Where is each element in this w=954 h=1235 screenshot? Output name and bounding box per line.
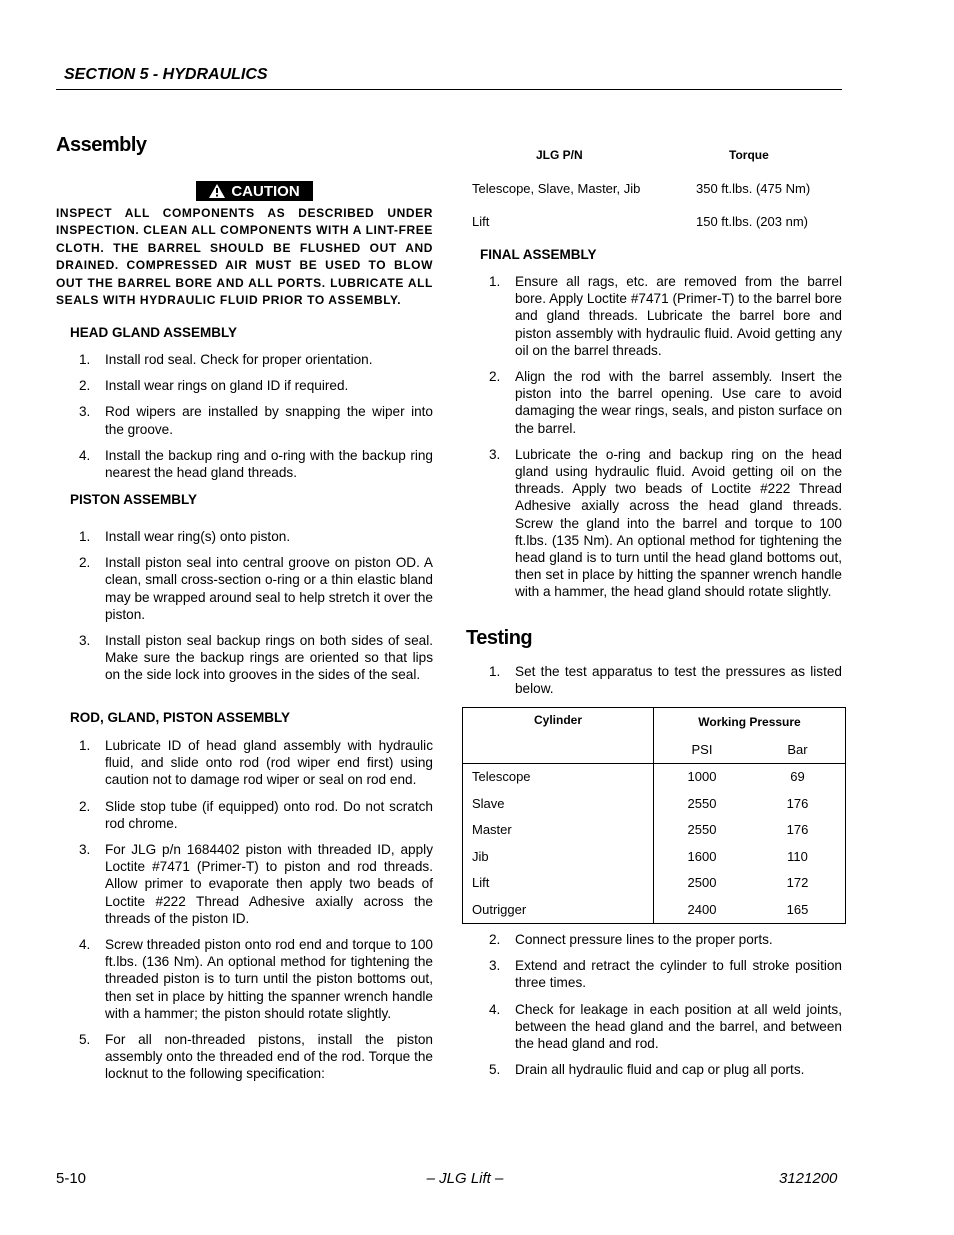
list-item: 1. Install wear ring(s) onto piston.	[79, 529, 291, 544]
header-psi: PSI	[654, 736, 751, 764]
assembly-title: Assembly	[56, 134, 147, 156]
list-item: 2. Slide stop tube (if equipped) onto rod. Do not scratch rod chrome.	[79, 798, 433, 831]
torque-row-1-pn: Telescope, Slave, Master, Jib	[472, 181, 641, 196]
header-cylinder: Cylinder	[533, 713, 582, 727]
rod-gland-piston-title: ROD, GLAND, PISTON ASSEMBLY	[70, 710, 291, 725]
table-row: Slave 2550 176	[463, 790, 846, 817]
torque-row-2-pn: Lift	[472, 214, 490, 229]
table-row: Lift 2500 172	[463, 870, 846, 896]
list-item: 4. Check for leakage in each position at all weld joints, between the head gland and the barrel, and between the head gland and rod.	[489, 1001, 842, 1052]
testing-list-2	[466, 931, 842, 1078]
table-row: Outrigger 2400 165	[463, 896, 846, 924]
list-item: 2. Install wear rings on gland ID if required.	[79, 378, 349, 394]
list-item: 4. Install the backup ring and o-ring with the backup ring nearest the head gland threads.	[79, 447, 433, 481]
list-item: 3. For JLG p/n 1684402 piston with threaded ID, apply Loctite #7471 (Primer-T) to piston and rod threads. Allow primer to evaporate then apply two beads of Loctite #222 Thread Adhesive axially across the threads of the piston ID.	[79, 842, 433, 926]
list-item: 1. Set the test apparatus to test the pressures as listed below.	[489, 664, 842, 697]
warning-triangle-icon	[209, 184, 225, 198]
list-item: 4. Screw threaded piston onto rod end and torque to 100 ft.lbs. (136 Nm). An optional method for tightening the threaded piston is to turn until the piston bottoms out, then set in place by hitting the spanner wrench handle with a hammer; the piston should rotate slightly.	[79, 937, 433, 1021]
list-item: 2. Connect pressure lines to the proper ports.	[489, 932, 773, 947]
table-row: Jib 1600 110	[463, 843, 846, 870]
header-working-pressure: Working Pressure	[654, 708, 846, 736]
list-item: 3. Lubricate the o-ring and backup ring on the head gland using hydraulic fluid. Avoid getting oil on the threads. Apply two beads of Loctite #222 Thread Adhesive axially across the head gland threads. Screw the gland into the barrel and torque to 100 ft.lbs. (135 Nm). An optional method for tightening the head gland is to turn until the head gland bottoms out, then set in place by hitting the spanner wrench handle with a hammer, the head gland should rotate slightly.	[489, 446, 842, 600]
pressure-table	[462, 707, 846, 924]
rod-gland-piston-list	[56, 737, 433, 1083]
torque-header-torque: Torque	[729, 148, 769, 162]
header-rule	[56, 89, 842, 90]
list-item: 3. Install piston seal backup rings on both sides of seal. Make sure the backup rings are oriented so that lips on the side lock into grooves in the sides of the seal.	[79, 633, 433, 683]
list-item: 1. Ensure all rags, etc. are removed from the barrel bore. Apply Loctite #7471 (Primer-T) to the barrel bore and gland threads. Lubricate the barrel bore and piston assembly with hydraulic fluid. Avoid getting any oil on the barrel threads.	[489, 274, 842, 358]
torque-row-1-value: 350 ft.lbs. (475 Nm)	[696, 181, 811, 196]
table-row: Master 2550 176	[463, 817, 846, 843]
torque-row-2-value: 150 ft.lbs. (203 nm)	[696, 214, 808, 229]
testing-title: Testing	[466, 627, 533, 649]
piston-title: PISTON ASSEMBLY	[70, 492, 198, 507]
page-number: 5-10	[56, 1170, 87, 1187]
doc-number: 3121200	[779, 1170, 838, 1187]
list-item: 3. Extend and retract the cylinder to full stroke position three times.	[489, 958, 842, 991]
list-item: 5. Drain all hydraulic fluid and cap or plug all ports.	[489, 1062, 805, 1078]
list-item: 1. Lubricate ID of head gland assembly with hydraulic fluid, and slide onto rod (rod wiper end first) using caution not to damage rod wiper or seal on rod end.	[79, 738, 433, 788]
header-bar: Bar	[750, 736, 846, 764]
head-gland-title: HEAD GLAND ASSEMBLY	[70, 325, 238, 340]
footer-center: – JLG Lift –	[426, 1170, 504, 1187]
torque-header-pn: JLG P/N	[536, 148, 583, 162]
list-item: 3. Rod wipers are installed by snapping the wiper into the groove.	[79, 404, 433, 437]
piston-list	[56, 528, 433, 684]
caution-text: INSPECT ALL COMPONENTS AS DESCRIBED UNDER INSPECTION. CLEAN ALL COMPONENTS WITH A LINT-FREE CLOTH. THE BARREL SHOULD BE FLUSHED OUT AND DRAINED. COMPRESSED AIR MUST BE USED TO BLOW OUT THE BARREL BORE AND ALL PORTS. LUBRICATE ALL SEALS WITH HYDRAULIC FLUID PRIOR TO ASSEMBLY.	[56, 206, 433, 308]
list-item: 2. Align the rod with the barrel assembly. Insert the piston into the barrel opening. Use care to avoid damaging the wear rings, seals, and piston surface on the barrel.	[489, 369, 842, 436]
head-gland-list	[56, 351, 433, 481]
section-header: SECTION 5 - HYDRAULICS	[64, 66, 268, 83]
list-item: 2. Install piston seal into central groove on piston OD. A clean, small cross-section o-ring or a thin elastic bland may be wrapped around seal to help stretch it over the piston.	[79, 555, 433, 622]
final-assembly-list	[466, 273, 842, 601]
final-assembly-title: FINAL ASSEMBLY	[480, 247, 597, 262]
list-item: 5. For all non-threaded pistons, install the piston assembly onto the threaded end of the rod. Torque the locknut to the following specification:	[79, 1032, 433, 1082]
testing-list-1	[466, 663, 842, 697]
caution-label: CAUTION	[231, 182, 300, 200]
table-row: Telescope 1000 69	[463, 764, 846, 790]
list-item: 1. Install rod seal. Check for proper orientation.	[79, 352, 373, 367]
caution-banner	[196, 181, 313, 201]
